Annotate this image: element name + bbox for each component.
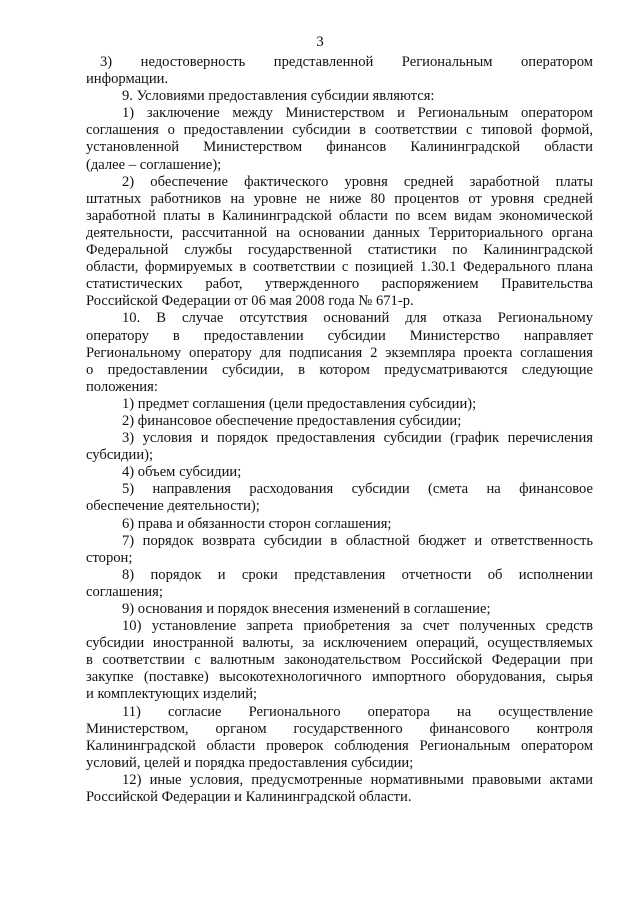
paragraph — [86, 54, 593, 88]
text-line: 5) направления расходования субсидии (смета на финансовое — [122, 481, 593, 498]
paragraph — [86, 310, 593, 395]
paragraph — [86, 413, 593, 430]
text-line: Российской Федерации и Калининградской области. — [86, 789, 412, 806]
paragraph — [86, 601, 593, 618]
paragraph — [86, 772, 593, 806]
paragraph — [86, 704, 593, 772]
text-line: штатных работников на уровне не ниже 80 процентов от уровня средней — [86, 190, 593, 207]
text-line: 7) порядок возврата субсидии в областной бюджет и ответственность — [122, 532, 593, 549]
paragraph — [86, 516, 593, 533]
text-line: 3) недостоверность представленной Региональным оператором — [100, 54, 593, 70]
text-line: о предоставлении субсидии, в котором предусматриваются следующие — [86, 361, 593, 378]
text-line: области, формируемых в соответствии с позицией 1.30.1 Федерального плана — [86, 259, 593, 276]
text-line: 9) основания и порядок внесения изменений в соглашение; — [122, 601, 491, 617]
text-line: информации. — [86, 71, 169, 88]
text-line: субсидии); — [86, 447, 154, 464]
paragraph — [86, 430, 593, 464]
text-line: субсидии иностранной валюты, за исключением операций, осуществляемых — [86, 635, 593, 652]
text-line: 2) обеспечение фактического уровня средней заработной платы — [122, 173, 593, 190]
text-line: Региональному оператору для подписания 2 экземпляра проекта соглашения — [86, 344, 593, 361]
text-line: установленной Министерством финансов Калининградской области — [86, 139, 593, 156]
text-line: в соответствии с валютным законодательством Российской Федерации при — [86, 652, 593, 669]
paragraph — [86, 105, 593, 173]
text-line: Российской Федерации от 06 мая 2008 года № 671-р. — [86, 293, 414, 310]
text-line: заработной платы в Калининградской области по всем видам экономической — [86, 207, 593, 224]
text-line: 1) заключение между Министерством и Региональным оператором — [122, 105, 593, 122]
text-line: 6) права и обязанности сторон соглашения; — [122, 515, 392, 532]
text-line: 2) финансовое обеспечение предоставления субсидии; — [122, 412, 462, 429]
paragraph — [86, 618, 593, 703]
text-line: 9. Условиями предоставления субсидии являются: — [122, 88, 435, 105]
document-body — [86, 54, 593, 806]
text-line: Федеральной службы государственной статистики по Калининградской — [86, 242, 593, 259]
text-line: условий, целей и порядка предоставления субсидии; — [86, 754, 414, 771]
text-line: 3) условия и порядок предоставления субсидии (график перечисления — [122, 430, 593, 447]
paragraph — [86, 396, 593, 413]
text-line: статистических работ, утвержденного распоряжением Правительства — [86, 276, 593, 293]
text-line: 4) объем субсидии; — [122, 464, 242, 481]
text-line: 11) согласие Регионального оператора на осуществление — [122, 703, 593, 720]
text-line: Калининградской области проверок соблюдения Региональным оператором — [86, 737, 593, 754]
text-line: (далее – соглашение); — [86, 156, 222, 173]
text-line: закупке (поставке) высокотехнологичного импортного оборудования, сырья — [86, 669, 593, 686]
text-line: положения: — [86, 378, 158, 395]
text-line: 1) предмет соглашения (цели предоставления субсидии); — [122, 395, 477, 412]
paragraph — [86, 567, 593, 601]
text-line: и комплектующих изделий; — [86, 686, 258, 703]
paragraph — [86, 481, 593, 515]
text-line: 10) установление запрета приобретения за счет полученных средств — [122, 618, 593, 635]
paragraph — [86, 464, 593, 481]
text-line: Министерством, органом государственного финансового контроля — [86, 720, 593, 737]
text-line: обеспечение деятельности); — [86, 498, 260, 515]
text-line: 10. В случае отсутствия оснований для отказа Региональному — [122, 310, 593, 327]
text-line: соглашения; — [86, 583, 163, 600]
paragraph — [86, 88, 593, 105]
text-line: 8) порядок и сроки представления отчетности об исполнении — [122, 566, 593, 583]
text-line: деятельности, рассчитанной на основании данных Территориального органа — [86, 224, 593, 241]
text-line: соглашения о предоставлении субсидии в соответствии с типовой формой, — [86, 122, 593, 139]
paragraph — [86, 533, 593, 567]
paragraph — [86, 174, 593, 311]
page-number: 3 — [316, 34, 324, 50]
text-line: сторон; — [86, 549, 133, 566]
text-line: оператору в предоставлении субсидии Министерство направляет — [86, 327, 593, 344]
text-line: 12) иные условия, предусмотренные нормативными правовыми актами — [122, 771, 593, 788]
